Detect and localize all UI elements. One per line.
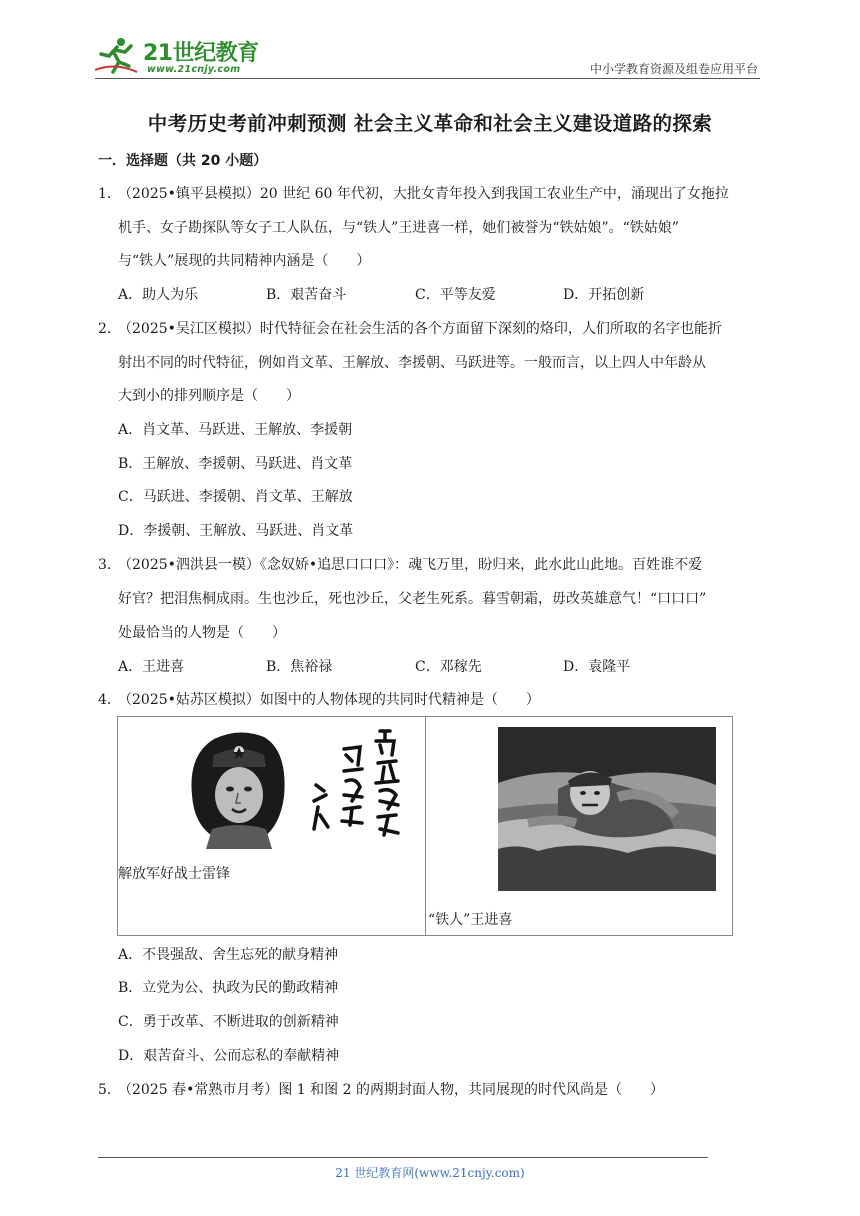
option-b[interactable]: B．立党为公、执政为民的勤政精神: [118, 980, 339, 996]
option-d[interactable]: D．李援朝、王解放、马跃进、肖文革: [118, 523, 354, 539]
question-text: （2025•吴江区模拟）时代特征会在社会生活的各个方面留下深刻的烙印，人们所取的名字也能折: [118, 321, 722, 337]
option-d[interactable]: D．袁隆平: [563, 659, 631, 675]
option-a[interactable]: A．王进喜: [118, 659, 185, 675]
question-text: 与“铁人”展现的共同精神内涵是（ ）: [118, 253, 371, 269]
wang-jinxi-photo-image: [498, 727, 716, 891]
table-divider: [425, 717, 426, 935]
option-c[interactable]: C．勇于改革、不断进取的创新精神: [118, 1014, 339, 1030]
runner-logo-icon: [95, 36, 137, 76]
option-c[interactable]: C．平等友爱: [415, 287, 496, 303]
platform-name: 中小学教育资源及组卷应用平台: [589, 62, 758, 76]
header-divider: [95, 78, 760, 79]
option-d[interactable]: D．艰苦奋斗、公而忘私的奉献精神: [118, 1048, 340, 1064]
option-c[interactable]: C．邓稼先: [415, 659, 482, 675]
section-heading: 一．选择题（共 20 小题）: [98, 153, 268, 169]
question-number: 3．: [98, 557, 121, 573]
question-text: 处最恰当的人物是（ ）: [118, 625, 286, 641]
question-number: 5．: [98, 1082, 121, 1098]
question-text: （2025•镇平县模拟）20 世纪 60 年代初，大批女青年投入到我国工农业生产中，涌现出了女拖拉: [118, 186, 729, 202]
question-text: 射出不同的时代特征，例如肖文革、王解放、李援朝、马跃进等。一般而言，以上四人中年龄从: [118, 355, 706, 371]
option-a[interactable]: A．肖文革、马跃进、王解放、李援朝: [118, 422, 353, 438]
footer-link[interactable]: 21 世纪教育网(www.21cnjy.com): [335, 1166, 525, 1180]
question-text: （2025 春•常熟市月考）图 1 和图 2 的两期封面人物，共同展现的时代风尚是（ ）: [118, 1082, 664, 1098]
question-text: （2025•泗洪县一模）《念奴娇•追思口口口》：魂飞万里，盼归来，此水此山此地。百姓谁不爱: [118, 557, 703, 573]
option-c[interactable]: C．马跃进、李援朝、肖文革、王解放: [118, 489, 353, 505]
option-b[interactable]: B．焦裕禄: [266, 659, 333, 675]
lei-feng-portrait-image: [184, 725, 410, 849]
question-text: 大到小的排列顺序是（ ）: [118, 388, 300, 404]
question-number: 4．: [98, 692, 121, 708]
question-text: （2025•姑苏区模拟）如图中的人物体现的共同时代精神是（ ）: [118, 692, 540, 708]
logo-text: 21世纪教育: [143, 41, 259, 66]
question-text: 好官？把泪焦桐成雨。生也沙丘，死也沙丘，父老生死系。暮雪朝霜，毋改英雄意气！“口口口”: [118, 591, 707, 607]
page-title: 中考历史考前冲刺预测 社会主义革命和社会主义建设道路的探索: [147, 112, 713, 135]
question-text: 机手、女子勘探队等女子工人队伍，与“铁人”王进喜一样，她们被誉为“铁姑娘”。“铁姑娘”: [118, 220, 679, 236]
option-d[interactable]: D．开拓创新: [563, 287, 645, 303]
image-caption: “铁人”王进喜: [428, 912, 513, 928]
option-a[interactable]: A．不畏强敌、舍生忘死的献身精神: [118, 947, 339, 963]
question-number: 2．: [98, 321, 121, 337]
image-caption: 解放军好战士雷锋: [118, 866, 230, 882]
option-b[interactable]: B．王解放、李援朝、马跃进、肖文革: [118, 456, 353, 472]
question-number: 1．: [98, 186, 121, 202]
logo-url: www.21cnjy.com: [147, 64, 241, 75]
image-table: [117, 716, 733, 936]
option-a[interactable]: A．助人为乐: [118, 287, 199, 303]
site-logo[interactable]: [95, 34, 265, 78]
footer-divider: [98, 1157, 708, 1158]
page-header: [95, 30, 760, 80]
option-b[interactable]: B．艰苦奋斗: [266, 287, 347, 303]
